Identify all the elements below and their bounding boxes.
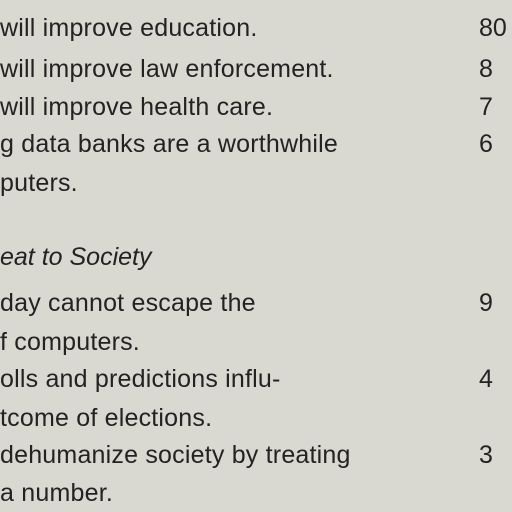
- percent-education: 80: [479, 14, 507, 42]
- statement-escape: day cannot escape the: [0, 289, 256, 317]
- statement-data-banks: g data banks are a worthwhile: [0, 130, 338, 158]
- statement-data-banks-cont: puters.: [0, 169, 78, 197]
- statement-dehumanize-cont: a number.: [0, 479, 113, 507]
- statement-dehumanize: dehumanize society by treating: [0, 441, 351, 469]
- statement-education: will improve education.: [0, 14, 258, 42]
- percent-dehumanize: 3: [479, 441, 493, 469]
- statement-polls-cont: tcome of elections.: [0, 404, 213, 432]
- statement-health-care: will improve health care.: [0, 93, 274, 121]
- statement-polls: olls and predictions influ-: [0, 365, 281, 393]
- percent-escape: 9: [479, 289, 493, 317]
- statement-escape-cont: f computers.: [0, 328, 140, 356]
- percent-polls: 4: [479, 365, 493, 393]
- section-heading-threat: eat to Society: [0, 243, 152, 271]
- percent-law-enforcement: 8: [479, 55, 493, 83]
- percent-health-care: 7: [479, 93, 493, 121]
- percent-data-banks: 6: [479, 130, 493, 158]
- statement-law-enforcement: will improve law enforcement.: [0, 55, 334, 83]
